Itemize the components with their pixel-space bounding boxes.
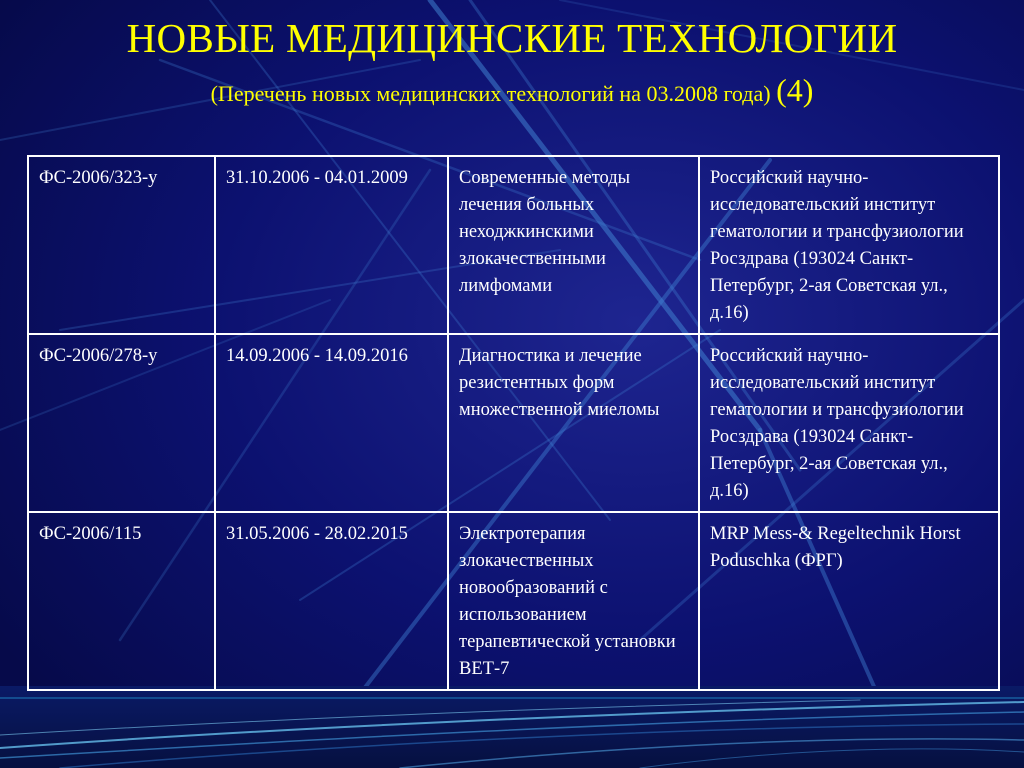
cell-period: 14.09.2006 - 14.09.2016 [215,334,448,512]
technologies-table [27,155,1000,691]
cell-institution: Российский научно-исследовательский институт гематологии и трансфузиологии Росздрава (193024 Санкт-Петербург, 2-ая Советская ул., д.16) [699,334,999,512]
cell-period: 31.05.2006 - 28.02.2015 [215,512,448,690]
table-row [28,156,999,334]
cell-code: ФС-2006/323-у [28,156,215,334]
cell-code: ФС-2006/115 [28,512,215,690]
cell-technology: Электротерапия злокачественных новообразований с использованием терапевтической установки ВЕТ-7 [448,512,699,690]
cell-technology: Диагностика и лечение резистентных форм множественной миеломы [448,334,699,512]
table-row [28,334,999,512]
cell-technology: Современные методы лечения больных неходжкинскими злокачественными лимфомами [448,156,699,334]
table-row [28,512,999,690]
subtitle-text: (Перечень новых медицинских технологий на 03.2008 года) [210,81,771,106]
subtitle-number: (4) [776,72,814,108]
slide-title: НОВЫЕ МЕДИЦИНСКИЕ ТЕХНОЛОГИИ [126,15,898,61]
cell-institution: Российский научно-исследовательский институт гематологии и трансфузиологии Росздрава (193024 Санкт-Петербург, 2-ая Советская ул., д.16) [699,156,999,334]
cell-code: ФС-2006/278-у [28,334,215,512]
cell-period: 31.10.2006 - 04.01.2009 [215,156,448,334]
cell-institution: MRP Mess-& Regeltechnik Horst Poduschka (ФРГ) [699,512,999,690]
slide-subtitle [0,72,1024,112]
